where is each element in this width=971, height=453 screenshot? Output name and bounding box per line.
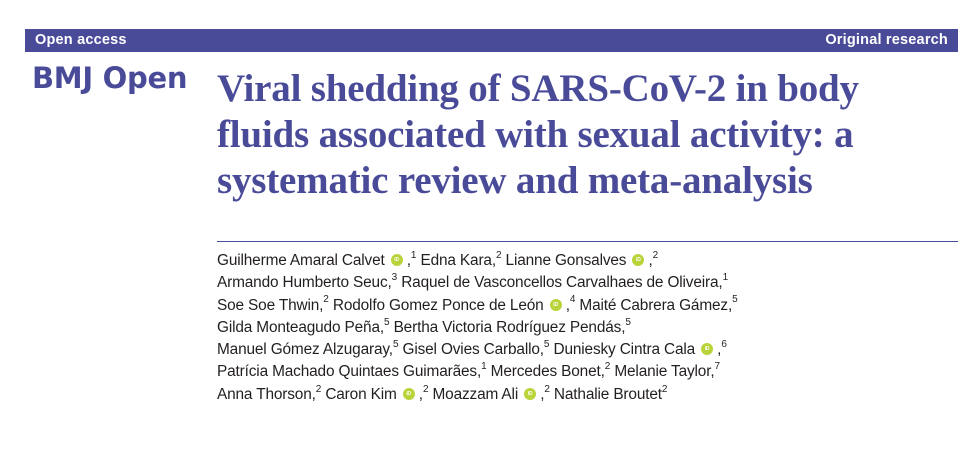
open-access-label: Open access xyxy=(35,32,127,48)
author-name: Anna Thorson xyxy=(217,385,312,403)
author-name: Edna Kara xyxy=(420,252,492,269)
affiliation-number: 2 xyxy=(323,294,329,306)
author-entry: Armando Humberto Seuc,$^3$ xyxy=(217,272,398,292)
title-line: fluids associated with sexual activity: a xyxy=(217,113,854,156)
author-entry: Bertha Victoria Rodríguez Pendás,$^5$ xyxy=(393,316,631,336)
author-name: Gilda Monteagudo Peña xyxy=(217,318,380,336)
author-name: Manuel Gómez Alzugaray xyxy=(217,341,389,359)
header-bar xyxy=(25,29,958,52)
author-entry: Soe Soe Thwin,$^2$ xyxy=(217,294,329,314)
orcid-icon[interactable]: iD xyxy=(524,388,536,400)
orcid-icon[interactable]: iD xyxy=(391,254,403,266)
orcid-icon[interactable]: iD xyxy=(550,299,562,311)
title-line: systematic review and meta-analysis xyxy=(217,159,813,202)
author-name: Caron Kim xyxy=(325,385,397,403)
article-title xyxy=(217,66,957,204)
orcid-icon[interactable]: iD xyxy=(403,388,415,400)
author-name: Maité Cabrera Gámez xyxy=(579,296,728,314)
author-entry: Gilda Monteagudo Peña,$^5$ xyxy=(217,316,390,336)
author-list xyxy=(217,250,957,406)
affiliation-number: 2 xyxy=(661,383,668,395)
affiliation-number: 2 xyxy=(422,383,429,395)
affiliation-number: 5 xyxy=(543,339,550,351)
affiliation-number: 1 xyxy=(481,361,487,373)
author-name: Rodolfo Gomez Ponce de León xyxy=(332,296,544,314)
title-divider xyxy=(217,241,958,242)
affiliation-number: 5 xyxy=(384,316,390,328)
affiliation-number: 5 xyxy=(732,294,738,306)
title-line: Viral shedding of SARS-CoV-2 in body xyxy=(217,67,859,110)
author-name: Patrícia Machado Quintaes Guimarães xyxy=(217,363,477,381)
journal-logo: BMJ Open xyxy=(32,61,188,95)
author-entry: Melanie Taylor,$^7$ xyxy=(614,361,720,381)
author-entry: Mercedes Bonet,$^2$ xyxy=(490,361,611,381)
author-name: Raquel de Vasconcellos Carvalhaes de Oliveira xyxy=(401,274,719,292)
article-type-label: Original research xyxy=(825,32,948,48)
affiliation-number: 2 xyxy=(495,249,502,261)
author-name: Nathalie Broutet xyxy=(553,385,662,403)
author-entry: Duniesky Cintra Cala iD ,$^6$ xyxy=(553,339,727,359)
affiliation-number: 7 xyxy=(714,361,720,373)
affiliation-number: 4 xyxy=(569,294,576,306)
author-entry: Patrícia Machado Quintaes Guimarães,$^1$ xyxy=(217,361,487,381)
orcid-icon[interactable]: iD xyxy=(701,343,713,355)
affiliation-number: 1 xyxy=(410,249,417,261)
affiliation-number: 2 xyxy=(604,361,611,373)
author-name: Lianne Gonsalves xyxy=(505,252,627,269)
affiliation-number: 5 xyxy=(392,339,399,351)
author-entry: Guilherme Amaral Calvet iD ,$^1$ xyxy=(217,249,417,269)
author-line xyxy=(217,317,957,339)
author-name: Moazzam Ali xyxy=(432,385,519,403)
author-entry: Maité Cabrera Gámez,$^5$ xyxy=(579,294,738,314)
author-name: Armando Humberto Seuc xyxy=(217,274,388,292)
affiliation-number: 2 xyxy=(315,383,322,395)
affiliation-number: 6 xyxy=(721,339,727,351)
author-entry: Lianne Gonsalves iD ,$^2$ xyxy=(505,249,659,269)
author-entry: Gisel Ovies Carballo,$^5$ xyxy=(402,339,550,359)
author-entry: Moazzam Ali iD ,$^2$ xyxy=(432,383,550,403)
affiliation-number: 2 xyxy=(544,383,550,395)
author-entry: Edna Kara,$^2$ xyxy=(420,249,502,269)
author-line xyxy=(217,295,957,317)
author-name: Soe Soe Thwin xyxy=(217,296,320,314)
author-line xyxy=(217,272,957,294)
affiliation-number: 1 xyxy=(722,272,728,284)
orcid-icon[interactable]: iD xyxy=(632,254,644,266)
author-name: Mercedes Bonet xyxy=(490,363,601,381)
author-name: Bertha Victoria Rodríguez Pendás xyxy=(393,318,622,336)
author-line xyxy=(217,361,957,383)
author-entry: Anna Thorson,$^2$ xyxy=(217,383,322,403)
author-name: Guilherme Amaral Calvet xyxy=(217,252,385,269)
author-name: Duniesky Cintra Cala xyxy=(553,341,696,359)
author-entry: Rodolfo Gomez Ponce de León iD ,$^4$ xyxy=(332,294,576,314)
author-name: Melanie Taylor xyxy=(614,363,711,381)
affiliation-number: 2 xyxy=(652,249,659,261)
author-line xyxy=(217,339,957,361)
author-line xyxy=(217,384,957,406)
affiliation-number: 5 xyxy=(625,316,631,328)
author-entry: Raquel de Vasconcellos Carvalhaes de Oliveira,$^1$ xyxy=(401,272,728,292)
author-entry xyxy=(553,383,668,403)
author-name: Gisel Ovies Carballo xyxy=(402,341,540,359)
author-entry: Caron Kim iD ,$^2$ xyxy=(325,383,429,403)
author-entry: Manuel Gómez Alzugaray,$^5$ xyxy=(217,339,399,359)
author-line xyxy=(217,250,957,272)
affiliation-number: 3 xyxy=(391,272,398,284)
